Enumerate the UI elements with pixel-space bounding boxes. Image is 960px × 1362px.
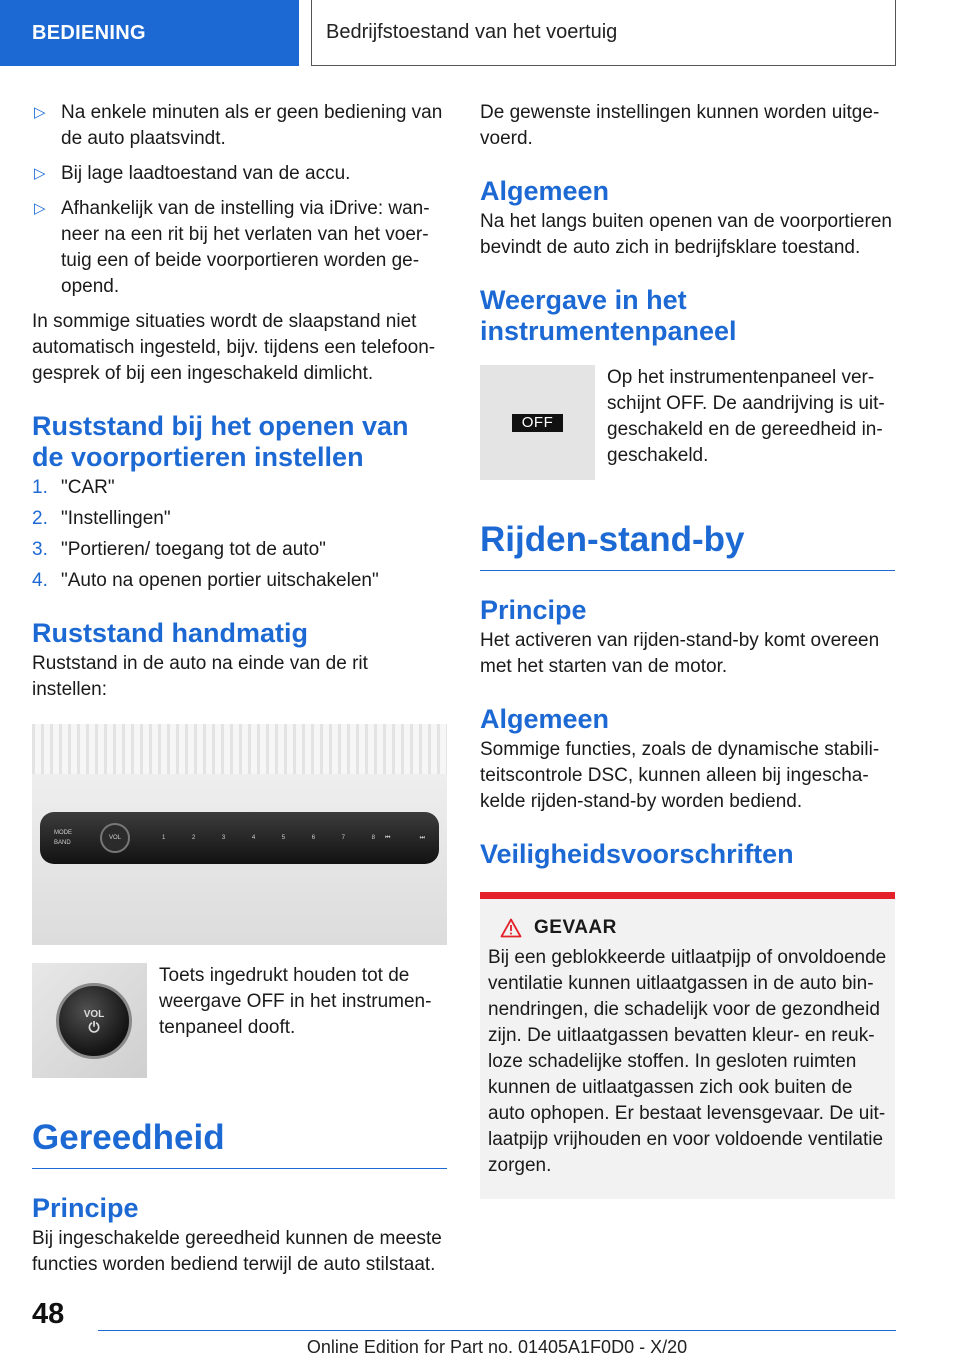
algemeen-paragraph: Sommige functies, zoals de dynamische stabiliteitscontrole DSC, kunnen alleen bij ingeschakelde rijden-stand-by worden bediend.: [480, 739, 880, 812]
veiligheid-heading: Veiligheidsvoorschriften: [480, 839, 794, 869]
vol-button-block: [32, 963, 447, 1078]
list-item: [32, 100, 447, 152]
list-item: [32, 568, 447, 594]
vol-button-photo: [32, 963, 147, 1078]
step-text: "Instellingen": [61, 508, 171, 529]
off-display-photo: [480, 365, 595, 480]
step-number: 1.: [32, 477, 48, 498]
warning-label: GEVAAR: [534, 917, 617, 938]
air-vent: [32, 724, 447, 774]
right-column: [480, 100, 895, 1199]
handmatig-heading: Ruststand handmatig: [32, 618, 309, 648]
step-number: 4.: [32, 570, 48, 591]
triangle-bullet-icon: ▷: [34, 200, 46, 217]
principe-heading: Principe: [32, 1193, 139, 1223]
off-display-block: [480, 365, 895, 480]
mode-band-label: MODE BAND: [54, 830, 72, 846]
principe-paragraph: Bij ingeschakelde gereedheid kunnen de meeste functies worden bediend terwijl de auto stilstaat.: [32, 1228, 442, 1275]
warning-triangle-icon: [500, 918, 522, 938]
preset-keys: 1 2 3 4 5 6 7 8: [162, 835, 375, 841]
algemeen-heading: Algemeen: [480, 704, 610, 734]
bullet-text: Na enkele minuten als er geen bediening van de auto plaatsvindt.: [61, 102, 443, 149]
triangle-bullet-icon: ▷: [34, 104, 46, 121]
weergave-heading: Weergave in het instrumentenpaneel: [480, 285, 737, 346]
radio-control-bar: [40, 812, 439, 864]
bullet-list: [32, 100, 447, 300]
left-column: [32, 100, 447, 1278]
toets-paragraph: Toets ingedrukt houden tot de weergave OFF in het instrumentenpaneel dooft.: [159, 965, 432, 1038]
warning-box: [480, 892, 895, 1199]
chapter-title: [311, 0, 896, 66]
vol-knob-small: VOL: [100, 823, 130, 853]
gereedheid-heading: Gereedheid: [32, 1118, 447, 1169]
footer-edition: Online Edition for Part no. 01405A1F0D0 - X/20: [306, 1337, 688, 1357]
page-number: 48: [32, 1298, 65, 1330]
list-item: [32, 475, 447, 501]
handmatig-paragraph: Ruststand in de auto na einde van de rit instellen:: [32, 653, 368, 700]
step-number: 3.: [32, 539, 48, 560]
off-badge: OFF: [512, 414, 564, 432]
bullet-text: Afhankelijk van de instelling via iDrive: wanneer na een rit bij het verlaten van het voertuig een of beide voorportieren worden geopend.: [61, 198, 430, 297]
steps-list: [32, 475, 447, 594]
algemeen-paragraph: Na het langs buiten openen van de voorportieren bevindt de auto zich in bedrijfsklare toestand.: [480, 211, 892, 258]
algemeen-heading: Algemeen: [480, 176, 610, 206]
skip-keys: ⏮ ⏭: [385, 834, 425, 841]
bullet-text: Bij lage laadtoestand van de accu.: [61, 163, 351, 184]
vol-knob: [56, 983, 132, 1059]
chapter-title-text: Bedrijfstoestand van het voertuig: [326, 21, 618, 43]
warning-text: Bij een geblokkeerde uitlaatpijp of onvoldoende ventilatie kunnen uitlaatgassen in de auto binnendringen, die schadelijk voor de gezondheid zijn. De uitlaatgassen bevatten kleur- en reukloze schadelijke stoffen. In gesloten ruimten kunnen de uitlaatgassen zich ook buiten de auto ophopen. Er bestaat levensgevaar. De uitlaatpijp vrijhouden en voor voldoende ventilatie zorgen.: [488, 947, 887, 1176]
step-number: 2.: [32, 508, 48, 529]
list-item: [32, 196, 447, 300]
triangle-bullet-icon: ▷: [34, 165, 46, 182]
step-text: "Auto na openen portier uitschakelen": [61, 570, 379, 591]
step-text: "Portieren/ toegang tot de auto": [61, 539, 326, 560]
section-tab: BEDIENING: [0, 0, 299, 66]
console-photo: [32, 724, 447, 945]
ruststand-heading: Ruststand bij het openen van de voorportieren instellen: [32, 411, 409, 472]
power-icon: ⏻: [88, 1018, 100, 1035]
step-text: "CAR": [61, 477, 115, 498]
rijden-heading: Rijden-stand-by: [480, 520, 895, 571]
list-item: [32, 537, 447, 563]
vol-label: VOL: [83, 1008, 105, 1020]
warning-header: [488, 917, 887, 939]
weergave-paragraph: Op het instrumentenpaneel verschijnt OFF. De aandrijving is uitgeschakeld en de gereedheid ingeschakeld.: [607, 367, 885, 466]
intro-paragraph: In sommige situaties wordt de slaapstand niet automatisch ingesteld, bijv. tijdens een telefoongesprek of bij een ingeschakeld dimlicht.: [32, 311, 436, 384]
principe-paragraph: Het activeren van rijden-stand-by komt overeen met het starten van de motor.: [480, 630, 880, 677]
principe-heading: Principe: [480, 595, 587, 625]
list-item: [32, 506, 447, 532]
footer-rule: [98, 1330, 896, 1331]
intro-paragraph: De gewenste instellingen kunnen worden uitgevoerd.: [480, 102, 880, 149]
list-item: [32, 161, 447, 187]
